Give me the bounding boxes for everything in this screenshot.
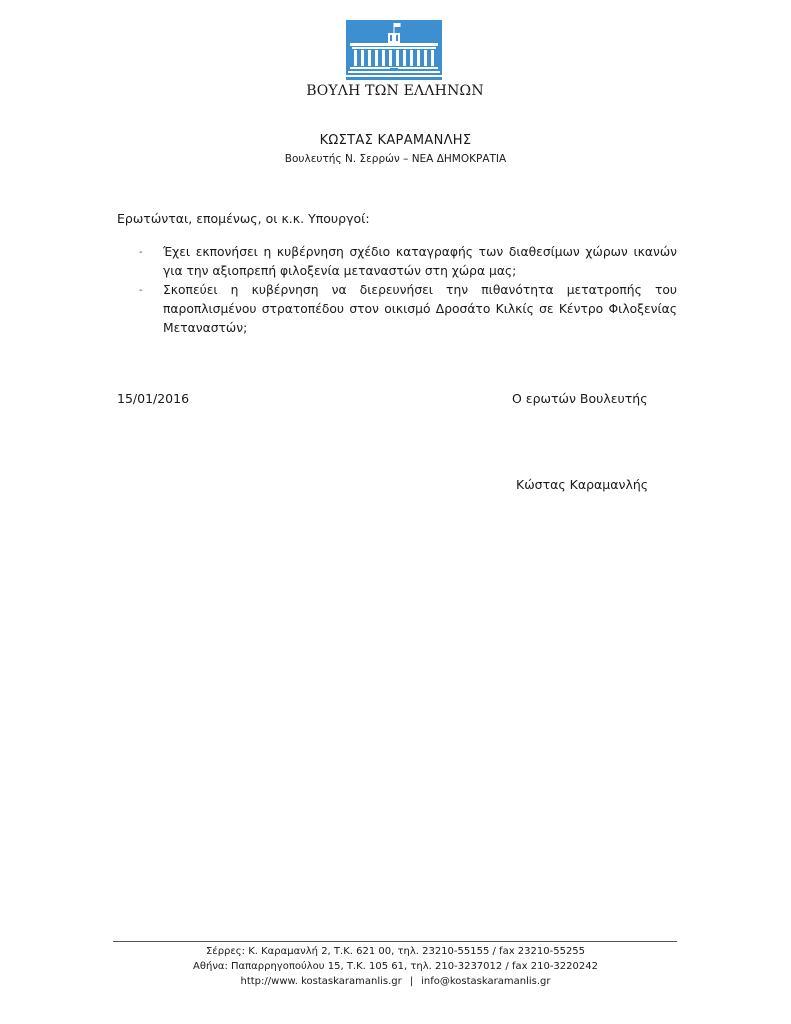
parliament-building-logo (346, 20, 442, 80)
footer-address-serres: Σέρρες: Κ. Καραμανλή 2, Τ.Κ. 621 00, τηλ. 23210-55155 / fax 23210-55255 (205, 946, 586, 957)
signer-name: Κώστας Καραμανλής (516, 477, 649, 492)
footer-address-athens: Αθήνα: Παπαρρηγοπούλου 15, Τ.Κ. 105 61, τηλ. 210-3237012 / fax 210-3220242 (193, 961, 598, 972)
list-item (117, 243, 677, 281)
bullet-dash: - (139, 285, 143, 296)
question-text: Έχει εκπονήσει η κυβέρνηση σχέδιο καταγραφής των διαθεσίμων χώρων ικανών για την αξιοπρεπή φιλοξενία μεταναστών στη χώρα μας; (163, 245, 677, 278)
bullet-dash: - (139, 247, 143, 258)
mp-role: Βουλευτής Ν. Σερρών – ΝΕΑ ΔΗΜΟΚΡΑΤΙΑ (284, 153, 507, 165)
parliament-logo-caption: ΒΟΥΛΗ ΤΩΝ ΕΛΛΗΝΩΝ (306, 83, 484, 99)
website-link[interactable]: http://www. kostaskaramanlis.gr (240, 976, 402, 987)
question-list (117, 243, 677, 338)
footer-contact-line (0, 974, 791, 989)
list-item (117, 281, 677, 338)
email-link[interactable]: info@kostaskaramanlis.gr (421, 976, 551, 987)
footer-divider (113, 941, 677, 942)
mp-name: ΚΩΣΤΑΣ ΚΑΡΑΜΑΝΛΗΣ (319, 133, 472, 148)
question-text: Σκοπεύει η κυβέρνηση να διερευνήσει την πιθανότητα μετατροπής του παροπλισμένου στρατοπέδου στον οικισμό Δροσάτο Κιλκίς σε Κέντρο Φιλοξενίας Μεταναστών; (163, 283, 677, 335)
footer (0, 944, 791, 989)
document-date: 15/01/2016 (117, 391, 190, 406)
signer-title: Ο ερωτών Βουλευτής (512, 391, 648, 406)
intro-text: Ερωτώνται, επομένως, οι κ.κ. Υπουργοί: (117, 211, 370, 226)
footer-separator: | (409, 976, 414, 987)
